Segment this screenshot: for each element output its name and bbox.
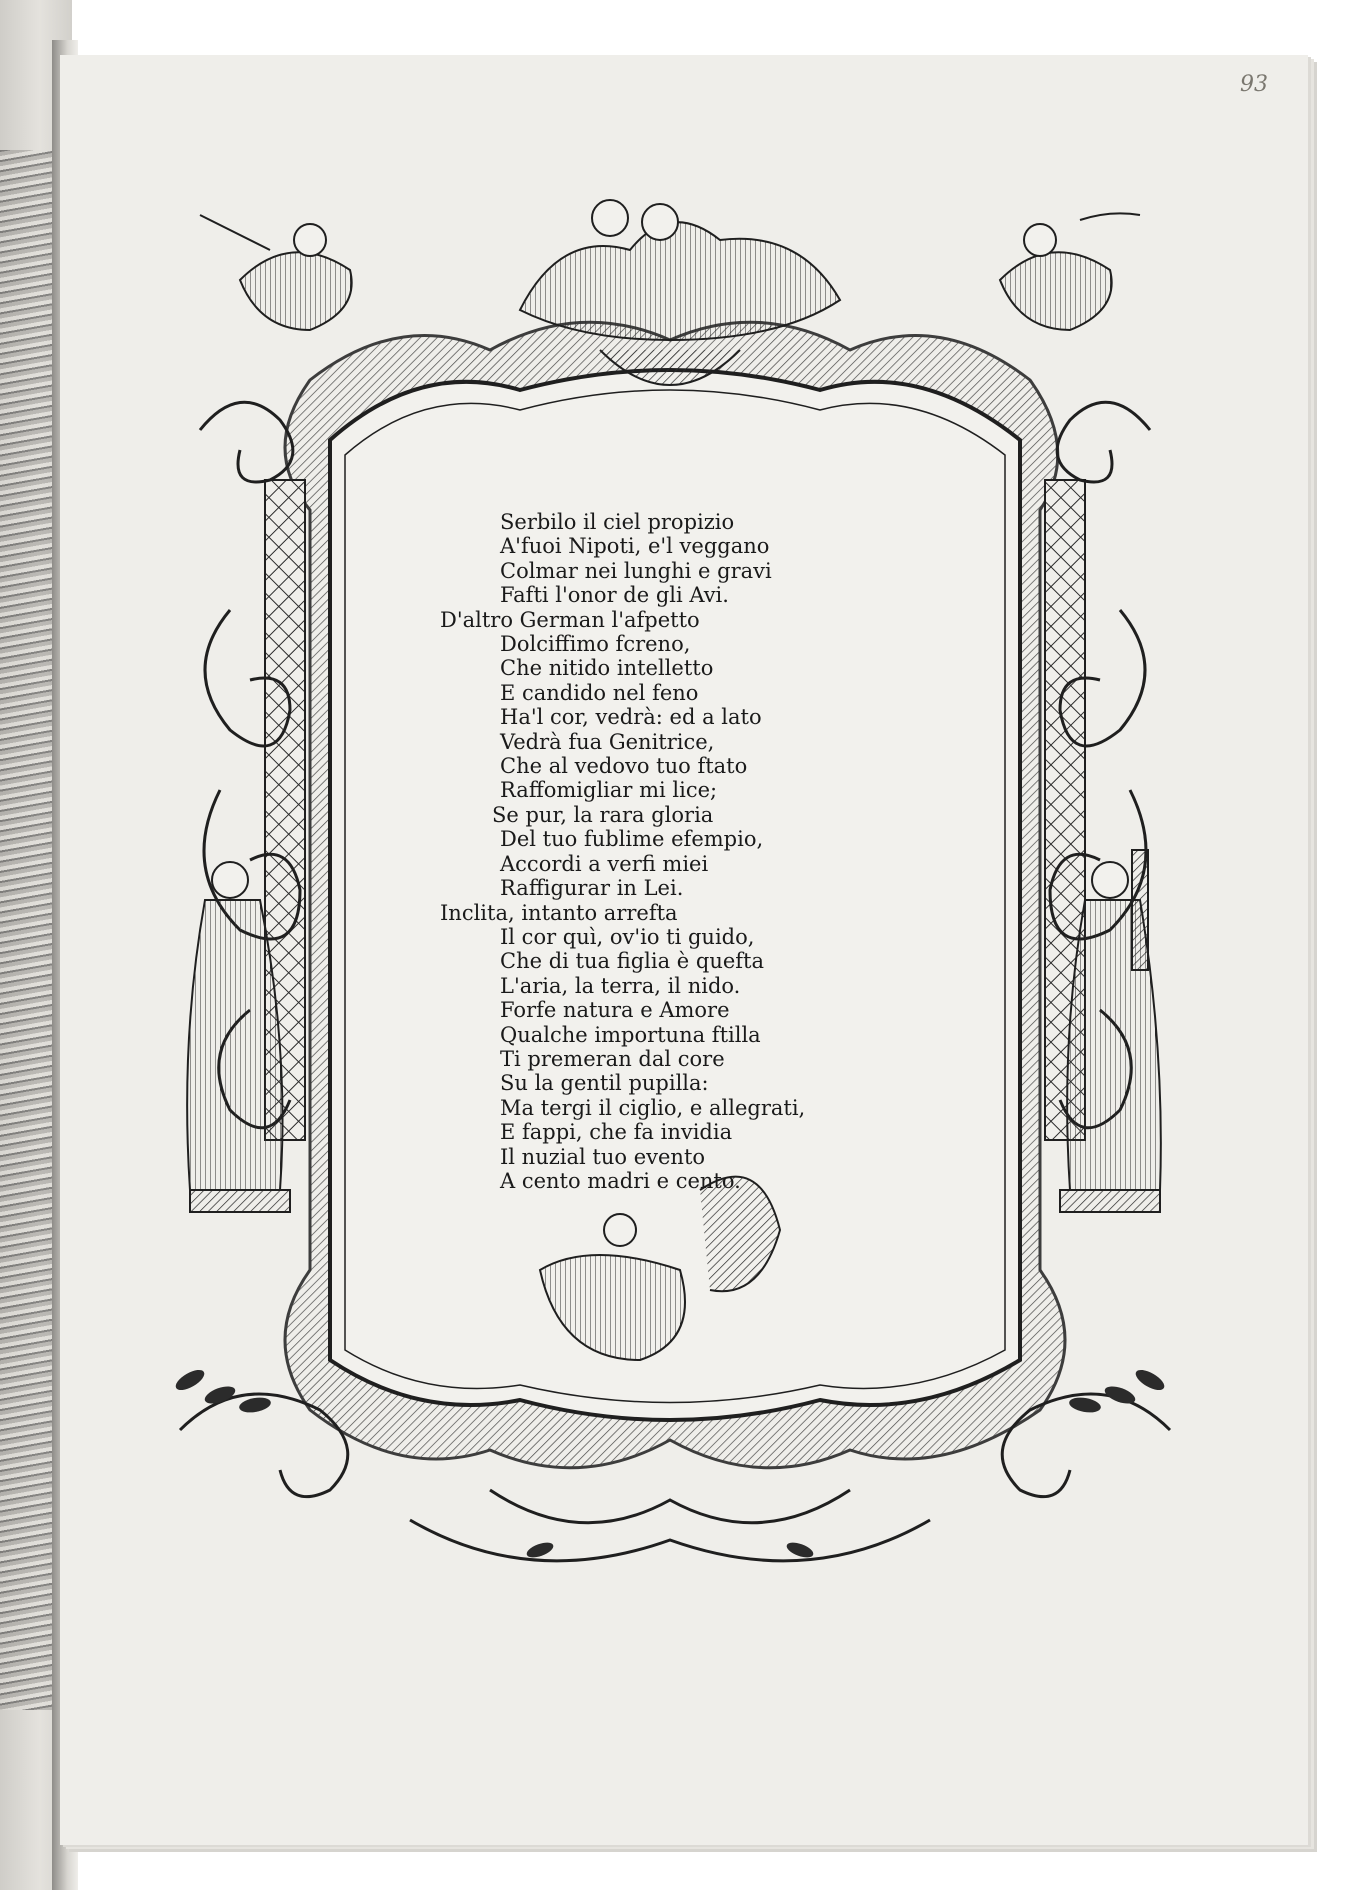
poem-line: Inclita, intanto arrefta: [440, 900, 678, 925]
poem-line: Serbilo il ciel propizio: [500, 510, 735, 534]
facing-page-engraving: [0, 150, 55, 1710]
poem-line: Fafti l'onor de gli Avi.: [500, 583, 729, 608]
poem-line: Ha'l cor, vedrà: ed a lato: [500, 705, 762, 730]
poem-line: Su la gentil pupilla:: [500, 1071, 709, 1096]
poem-line: Che al vedovo tuo ftato: [500, 754, 748, 779]
poem-line: Raffomigliar mi lice;: [500, 778, 718, 803]
poem-line: Accordi a verfi miei: [500, 851, 709, 876]
poem-line: Forfe natura e Amore: [500, 998, 730, 1023]
poem-line: A'fuoi Nipoti, e'l veggano: [500, 534, 770, 559]
poem-line: Ti premeran dal core: [500, 1046, 725, 1071]
poem-line: Il nuzial tuo evento: [500, 1144, 706, 1169]
poem-line: Il cor quì, ov'io ti guido,: [500, 924, 755, 949]
poem-line: L'aria, la terra, il nido.: [500, 973, 741, 998]
poem-line: E candido nel feno: [500, 680, 699, 705]
poem-line: Vedrà fua Genitrice,: [500, 729, 715, 754]
poem-line: E fappi, che fa invidia: [500, 1120, 733, 1145]
poem-line: Colmar nei lunghi e gravi: [500, 558, 772, 583]
poem-text: [440, 510, 940, 1193]
poem-line: Ma tergi il ciglio, e allegrati,: [500, 1095, 806, 1120]
poem-line: Qualche importuna ftilla: [500, 1022, 761, 1047]
folio-number: 93: [1240, 72, 1268, 97]
poem-line: Che nitido intelletto: [500, 656, 714, 681]
poem-line: A cento madri e cento.: [500, 1168, 741, 1193]
poem-line: Che di tua figlia è quefta: [500, 949, 764, 974]
poem-line: Raffigurar in Lei.: [500, 876, 684, 901]
poem-line: Se pur, la rara gloria: [492, 802, 714, 827]
poem-line: Dolciffimo fcreno,: [500, 632, 691, 657]
poem-line: Del tuo fublime efempio,: [500, 827, 764, 852]
poem-line: D'altro German l'afpetto: [440, 607, 700, 632]
